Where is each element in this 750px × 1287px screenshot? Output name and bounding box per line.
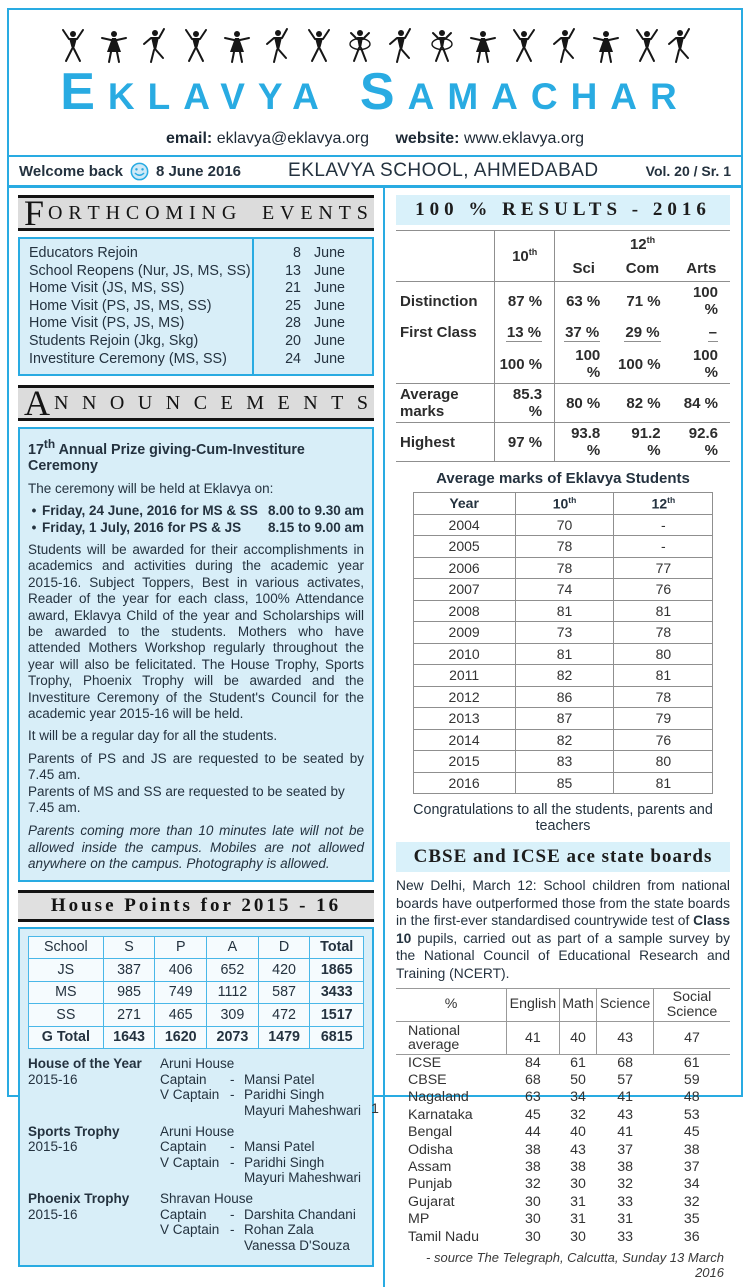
ceremony-title: 17th Annual Prize giving-Cum-Investiture Ceremony xyxy=(28,437,305,475)
avg-marks-row: 2012 86 78 xyxy=(413,686,713,708)
event-row: Home Visit (JS, MS, SS) 21 June xyxy=(29,280,346,297)
ncert-national-average-row: National average 41 40 43 47 xyxy=(396,1021,730,1054)
results-row-total: 100 % 100 % 100 % 100 % xyxy=(396,345,730,384)
ncert-body xyxy=(396,1054,730,1246)
avg-marks-row: 2009 73 78 xyxy=(413,622,713,644)
house-points-row: JS 387 406 652 420 1865 xyxy=(29,959,364,982)
trophy-title: Sports Trophy xyxy=(28,1123,120,1139)
contact-line xyxy=(9,130,741,148)
results-col-10th: 10th xyxy=(495,231,555,282)
announcement-paragraph-2: It will be a regular day for all the students. xyxy=(28,728,278,744)
smiley-icon xyxy=(130,162,149,181)
trophy-member: Mayuri Maheshwari xyxy=(244,1102,362,1118)
events-divider xyxy=(252,239,254,374)
ncert-row: Odisha 38 43 37 38 xyxy=(408,1141,700,1158)
house-points-panel xyxy=(18,927,374,1268)
warli-dancing-figures-art xyxy=(55,18,695,68)
ceremony-intro: The ceremony will be held at Eklavya on: xyxy=(28,480,274,496)
website-label: website: xyxy=(395,130,460,147)
trophy-entry xyxy=(28,1124,364,1186)
avg-marks-row: 2016 85 81 xyxy=(413,772,713,794)
house-points-table xyxy=(28,936,364,1050)
ncert-row: ICSE 84 61 68 61 xyxy=(408,1054,700,1071)
trophy-period: 2015-16 xyxy=(28,1071,78,1087)
trophy-member: Captain - Darshita Chandani xyxy=(160,1206,356,1222)
trophy-member: V Captain - Rohan Zala xyxy=(160,1222,314,1238)
ceremony-schedule-line: • Friday, 24 June, 2016 for MS & SS 8.00 to 9.30 am xyxy=(31,503,364,519)
avg-marks-table: Year 10th 12th 2004 70 - 2005 78 - 2006 78 77 2007 74 76 2008 81 81 2009 73 78 2010 81 80 2011 82 81 2012 86 78 2013 87 79 2014 82 76 2015 83 80 2016 85 81 xyxy=(413,492,714,794)
issue-date: 8 June 2016 xyxy=(155,162,242,180)
trophy-period: 2015-16 xyxy=(28,1206,78,1222)
trophy-member: Captain - Mansi Patel xyxy=(160,1139,315,1155)
announcement-notice-italic: Parents coming more than 10 minutes late will not be allowed inside the campus. Mobiles are not allowed anywhere on the campus. Photography is allowed. xyxy=(28,823,364,872)
ncert-row: Bengal 44 40 41 45 xyxy=(408,1124,700,1141)
announcement-paragraph-1: Students will be awarded for their accomplishments in academics and activities during the academic year 2015-16. Subject Toppers, Best in various activates, Reader of the year for each class, 100% Attendance award, Eklavya Child of the year and Scholarships will be awarded to the students. Mothers who have attended Mothers Workshop regularly throughout the year will also be felicitated. The House Trophy, Sports Trophy, Phoenix Trophy will be awarded and the Investiture Ceremony of the Student's Council for the academic year 2015-16 will be held. xyxy=(28,541,364,722)
trophy-entry xyxy=(28,1191,364,1253)
avg-marks-title: Average marks of Eklavya Students xyxy=(436,470,690,487)
avg-marks-row: 2014 82 76 xyxy=(413,729,713,751)
house-points-heading: House Points for 2015 - 16 xyxy=(18,890,374,922)
house-points-header-row: School S P A D Total xyxy=(29,936,364,959)
results-heading: 100 % RESULTS - 2016 xyxy=(396,195,730,225)
title-word: EKLAVYA xyxy=(60,63,332,121)
avg-marks-row: 2008 81 81 xyxy=(413,600,713,622)
trophy-house: Shravan House xyxy=(160,1190,254,1206)
results-table xyxy=(396,230,730,462)
avg-marks-row: 2010 81 80 xyxy=(413,643,713,665)
trophy-house: Aruni House xyxy=(160,1056,235,1072)
results-row-first-class: First Class 13 % 37 % 29 % – xyxy=(396,320,730,345)
results-subcol-com: Com xyxy=(612,256,672,282)
avg-marks-row: 2005 78 - xyxy=(413,536,713,558)
ncert-row: Karnataka 45 32 43 53 xyxy=(408,1106,700,1123)
welcome-text: Welcome back xyxy=(19,162,123,180)
newsletter-header xyxy=(9,10,741,188)
schedule-list xyxy=(28,503,364,536)
website-value: www.eklavya.org xyxy=(463,130,584,147)
ncert-row: Punjab 32 30 32 34 xyxy=(408,1176,700,1193)
house-points-row: MS 985 749 1112 587 3433 xyxy=(29,981,364,1004)
announcements-banner: A N N O U N C E M E N T S xyxy=(18,385,374,421)
avg-marks-body xyxy=(413,514,713,794)
event-row: Home Visit (PS, JS, MS, SS) 25 June xyxy=(29,297,346,314)
trophy-member: V Captain - Paridhi Singh xyxy=(160,1154,325,1170)
events-panel xyxy=(18,237,374,376)
title-word: SAMACHAR xyxy=(359,63,690,121)
ncert-row: Assam 38 38 38 37 xyxy=(408,1159,700,1175)
trophy-title: Phoenix Trophy xyxy=(28,1190,130,1206)
ncert-row: Nagaland 63 34 41 48 xyxy=(408,1089,700,1106)
avg-marks-row: 2011 82 81 xyxy=(413,665,713,687)
trophy-period: 2015-16 xyxy=(28,1139,78,1155)
ncert-row: Tamil Nadu 30 30 33 36 xyxy=(408,1228,700,1245)
ncert-row: CBSE 68 50 57 59 xyxy=(408,1071,700,1088)
forthcoming-banner: F O R T H C O M I N G E V E N T S xyxy=(18,195,374,231)
event-row: Investiture Ceremony (MS, SS) 24 June xyxy=(29,350,346,367)
avg-marks-row: 2007 74 76 xyxy=(413,579,713,601)
masthead-bar xyxy=(9,155,741,188)
cbse-heading: CBSE and ICSE ace state boards xyxy=(396,842,730,872)
congratulations-line: Congratulations to all the students, parents and teachers xyxy=(413,802,713,834)
newsletter-title xyxy=(9,63,741,127)
right-column xyxy=(385,188,741,1287)
results-row-average: Average marks 85.3 % 80 % 82 % 84 % xyxy=(396,384,730,423)
announcement-paragraph-3a: Parents of PS and JS are requested to be seated by 7.45 am. xyxy=(28,750,364,783)
source-credit: - source The Telegraph, Calcutta, Sunday 13 March 2016 xyxy=(426,1250,724,1281)
trophies-list xyxy=(28,1056,364,1253)
event-row: Educators Rejoin 8 June xyxy=(29,245,346,261)
ncert-table xyxy=(396,988,730,1246)
avg-marks-row: 2015 83 80 xyxy=(413,751,713,773)
left-column xyxy=(9,188,385,1287)
content-columns xyxy=(9,188,741,1287)
trophy-title: House of the Year xyxy=(28,1056,142,1072)
trophy-member: Mayuri Maheshwari xyxy=(244,1170,362,1186)
results-subcol-arts: Arts xyxy=(673,256,730,282)
cbse-paragraph: New Delhi, March 12: School children from national boards have outperformed those from the state boards in the first-ever standardised countrywide test of Class 10 pupils, carried out as part of a sample survey by the National Council of Educational Research and Training (NCERT). xyxy=(396,878,730,981)
results-subcol-sci: Sci xyxy=(555,256,613,282)
ncert-header-row: % English Math Science Social Science xyxy=(396,988,730,1021)
event-row: Home Visit (PS, JS, MS) 28 June xyxy=(29,315,346,332)
school-name: EKLAVYA SCHOOL, AHMEDABAD xyxy=(288,160,599,181)
ncert-row: MP 30 31 31 35 xyxy=(408,1211,700,1228)
results-col-12th: 12th xyxy=(629,234,656,253)
results-row-highest: Highest 97 % 93.8 % 91.2 % 92.6 % xyxy=(396,423,730,462)
trophy-house: Aruni House xyxy=(160,1123,235,1139)
email-label: email: xyxy=(166,130,213,147)
events-rows xyxy=(20,245,372,368)
avg-marks-row: 2004 70 - xyxy=(413,514,713,536)
trophy-member: Captain - Mansi Patel xyxy=(160,1071,315,1087)
house-points-row: SS 271 465 309 472 1517 xyxy=(29,1004,364,1027)
house-points-row: G Total 1643 1620 2073 1479 6815 xyxy=(29,1026,364,1049)
trophy-member: Vanessa D'Souza xyxy=(244,1237,350,1253)
volume-number: Vol. 20 / Sr. 1 xyxy=(645,163,731,179)
event-row: School Reopens (Nur, JS, MS, SS) 13 June xyxy=(29,262,346,279)
page-number: 1 xyxy=(371,1100,379,1116)
email-value: eklavya@eklavya.org xyxy=(216,130,370,147)
ceremony-schedule-line: • Friday, 1 July, 2016 for PS & JS 8.15 to 9.00 am xyxy=(31,519,364,535)
announcements-panel xyxy=(18,427,374,882)
event-row: Students Rejoin (Jkg, Skg) 20 June xyxy=(29,332,346,349)
announcement-paragraph-3b: Parents of MS and SS are requested to be seated by 7.45 am. xyxy=(28,783,345,816)
newsletter-sheet xyxy=(7,8,743,1281)
avg-marks-row: 2006 78 77 xyxy=(413,557,713,579)
results-row-distinction: Distinction 87 % 63 % 71 % 100 % xyxy=(396,282,730,321)
avg-marks-row: 2013 87 79 xyxy=(413,708,713,730)
ncert-row: Gujarat 30 31 33 32 xyxy=(408,1193,700,1210)
trophy-member: V Captain - Paridhi Singh xyxy=(160,1087,325,1103)
